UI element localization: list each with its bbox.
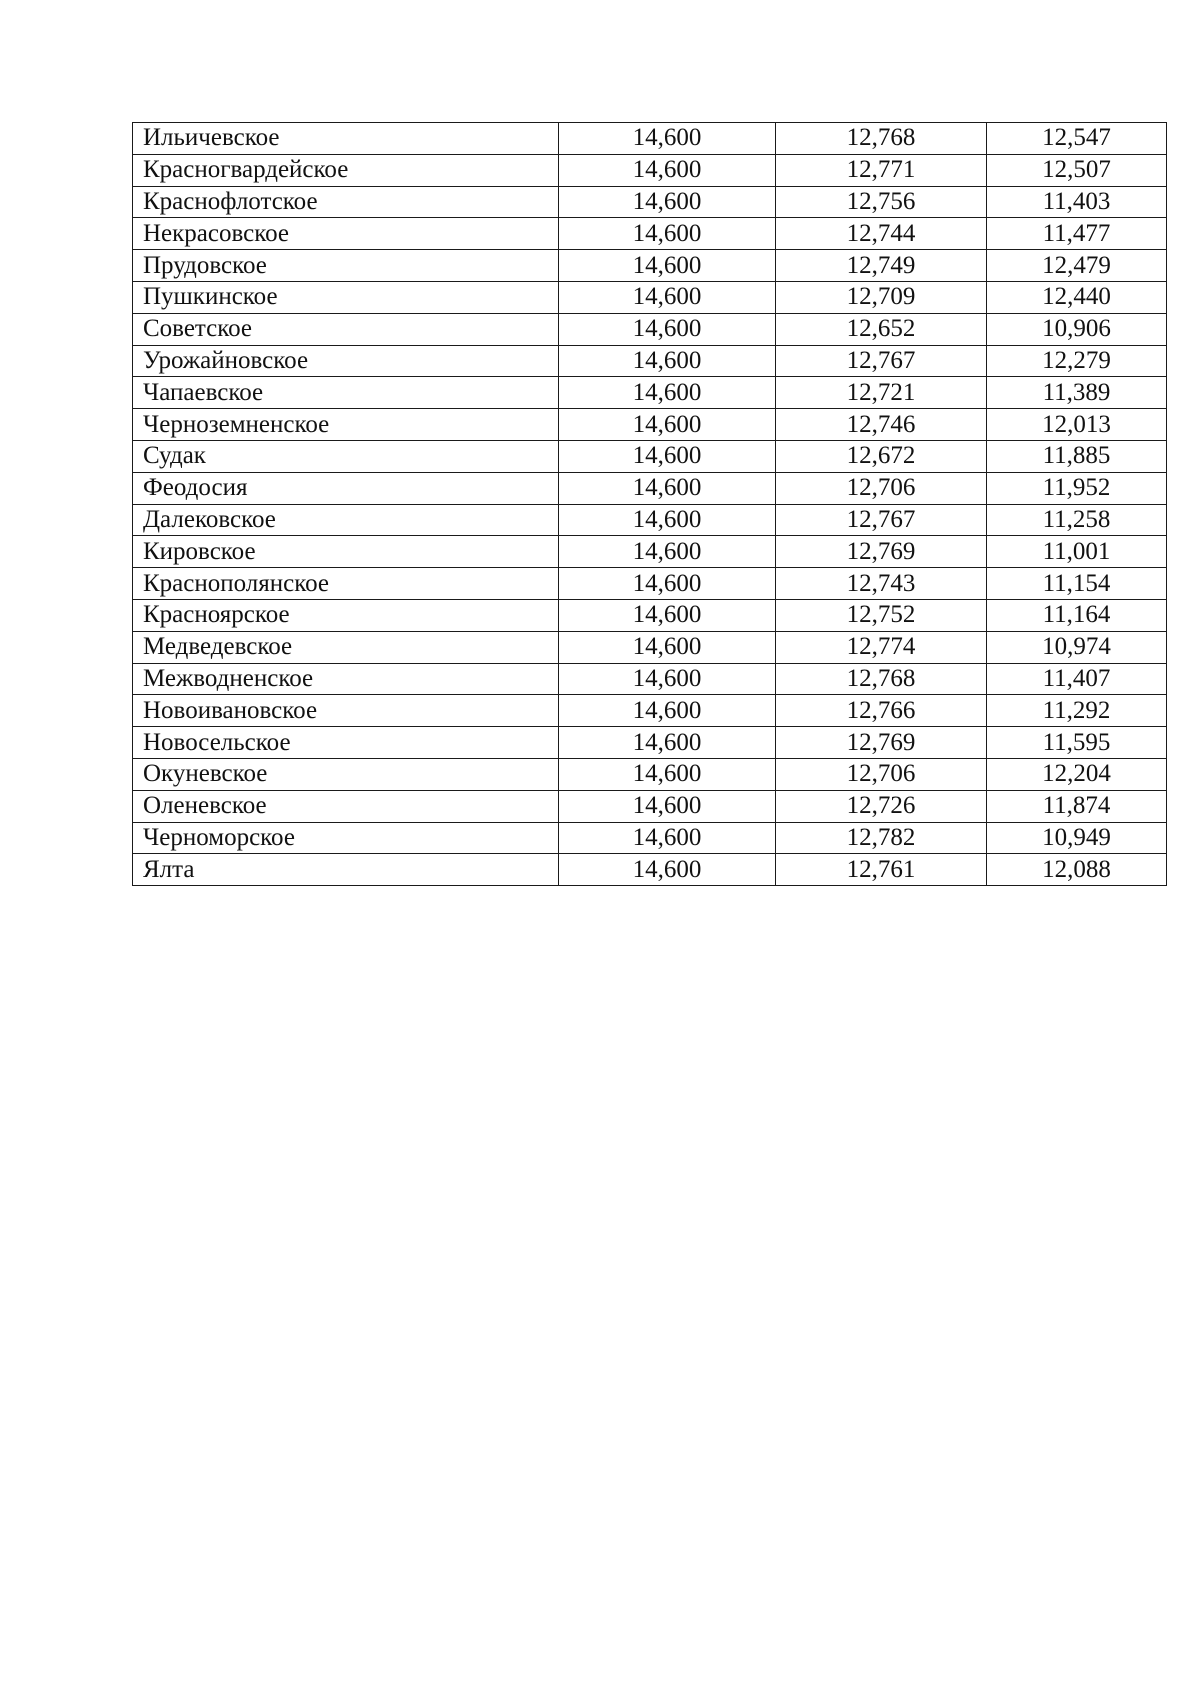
settlement-name-cell: Пушкинское [133,281,559,313]
table-row [133,345,1167,377]
value-cell-col-3: 11,389 [987,377,1167,409]
value-cell-col-1: 14,600 [559,854,776,886]
table-body [133,123,1167,886]
value-cell-col-2: 12,706 [776,758,987,790]
settlement-name-cell: Ильичевское [133,123,559,155]
value-cell-col-1: 14,600 [559,409,776,441]
table-row [133,472,1167,504]
value-cell-col-1: 14,600 [559,727,776,759]
table-row [133,695,1167,727]
value-cell-col-2: 12,672 [776,440,987,472]
value-cell-col-3: 12,204 [987,758,1167,790]
table-row [133,377,1167,409]
value-cell-col-3: 10,974 [987,631,1167,663]
settlement-name-cell: Феодосия [133,472,559,504]
value-cell-col-1: 14,600 [559,186,776,218]
table-row [133,790,1167,822]
table-row [133,281,1167,313]
table-row [133,250,1167,282]
value-cell-col-3: 12,088 [987,854,1167,886]
value-cell-col-3: 11,154 [987,568,1167,600]
value-cell-col-3: 10,949 [987,822,1167,854]
value-cell-col-3: 11,001 [987,536,1167,568]
value-cell-col-1: 14,600 [559,154,776,186]
settlement-name-cell: Новоивановское [133,695,559,727]
value-cell-col-1: 14,600 [559,568,776,600]
table-row [133,536,1167,568]
settlement-name-cell: Черноморское [133,822,559,854]
table-row [133,822,1167,854]
value-cell-col-3: 11,885 [987,440,1167,472]
settlement-name-cell: Чапаевское [133,377,559,409]
table-row [133,568,1167,600]
table-row [133,154,1167,186]
table-row [133,123,1167,155]
value-cell-col-1: 14,600 [559,345,776,377]
value-cell-col-1: 14,600 [559,218,776,250]
settlement-name-cell: Далековское [133,504,559,536]
settlement-name-cell: Межводненское [133,663,559,695]
value-cell-col-2: 12,761 [776,854,987,886]
value-cell-col-2: 12,767 [776,345,987,377]
value-cell-col-2: 12,726 [776,790,987,822]
value-cell-col-1: 14,600 [559,281,776,313]
value-cell-col-2: 12,652 [776,313,987,345]
value-cell-col-2: 12,706 [776,472,987,504]
value-cell-col-1: 14,600 [559,631,776,663]
value-cell-col-3: 11,874 [987,790,1167,822]
value-cell-col-3: 11,477 [987,218,1167,250]
table-row [133,599,1167,631]
value-cell-col-1: 14,600 [559,790,776,822]
table-row [133,218,1167,250]
value-cell-col-1: 14,600 [559,313,776,345]
value-cell-col-2: 12,782 [776,822,987,854]
value-cell-col-2: 12,743 [776,568,987,600]
data-table [132,122,1167,886]
value-cell-col-1: 14,600 [559,377,776,409]
table-row [133,440,1167,472]
value-cell-col-2: 12,769 [776,727,987,759]
value-cell-col-1: 14,600 [559,695,776,727]
value-cell-col-1: 14,600 [559,536,776,568]
settlement-name-cell: Прудовское [133,250,559,282]
table-row [133,663,1167,695]
value-cell-col-3: 12,547 [987,123,1167,155]
value-cell-col-1: 14,600 [559,822,776,854]
value-cell-col-2: 12,756 [776,186,987,218]
table-row [133,631,1167,663]
value-cell-col-2: 12,749 [776,250,987,282]
value-cell-col-2: 12,769 [776,536,987,568]
table-row [133,758,1167,790]
value-cell-col-2: 12,768 [776,123,987,155]
value-cell-col-3: 11,258 [987,504,1167,536]
value-cell-col-3: 12,279 [987,345,1167,377]
value-cell-col-2: 12,771 [776,154,987,186]
settlement-name-cell: Черноземненское [133,409,559,441]
value-cell-col-1: 14,600 [559,504,776,536]
value-cell-col-2: 12,767 [776,504,987,536]
value-cell-col-3: 12,479 [987,250,1167,282]
value-cell-col-1: 14,600 [559,440,776,472]
table-row [133,409,1167,441]
table-row [133,313,1167,345]
value-cell-col-3: 11,595 [987,727,1167,759]
value-cell-col-1: 14,600 [559,599,776,631]
value-cell-col-3: 12,013 [987,409,1167,441]
value-cell-col-3: 12,440 [987,281,1167,313]
value-cell-col-1: 14,600 [559,472,776,504]
settlement-name-cell: Оленевское [133,790,559,822]
table-row [133,727,1167,759]
settlement-name-cell: Краснополянское [133,568,559,600]
settlement-name-cell: Новосельское [133,727,559,759]
value-cell-col-1: 14,600 [559,250,776,282]
value-cell-col-2: 12,752 [776,599,987,631]
value-cell-col-3: 10,906 [987,313,1167,345]
value-cell-col-2: 12,746 [776,409,987,441]
settlement-name-cell: Окуневское [133,758,559,790]
value-cell-col-2: 12,721 [776,377,987,409]
table-row [133,504,1167,536]
value-cell-col-3: 11,407 [987,663,1167,695]
settlement-name-cell: Судак [133,440,559,472]
table-row [133,186,1167,218]
settlement-name-cell: Красноярское [133,599,559,631]
value-cell-col-2: 12,709 [776,281,987,313]
value-cell-col-3: 12,507 [987,154,1167,186]
value-cell-col-3: 11,952 [987,472,1167,504]
value-cell-col-3: 11,292 [987,695,1167,727]
value-cell-col-1: 14,600 [559,758,776,790]
value-cell-col-3: 11,164 [987,599,1167,631]
settlement-name-cell: Краснофлотское [133,186,559,218]
settlement-name-cell: Ялта [133,854,559,886]
settlement-name-cell: Красногвардейское [133,154,559,186]
table-row [133,854,1167,886]
value-cell-col-3: 11,403 [987,186,1167,218]
settlement-name-cell: Урожайновское [133,345,559,377]
value-cell-col-2: 12,774 [776,631,987,663]
settlement-name-cell: Кировское [133,536,559,568]
value-cell-col-1: 14,600 [559,663,776,695]
value-cell-col-2: 12,768 [776,663,987,695]
settlement-name-cell: Советское [133,313,559,345]
settlement-name-cell: Медведевское [133,631,559,663]
value-cell-col-1: 14,600 [559,123,776,155]
value-cell-col-2: 12,744 [776,218,987,250]
settlement-name-cell: Некрасовское [133,218,559,250]
value-cell-col-2: 12,766 [776,695,987,727]
